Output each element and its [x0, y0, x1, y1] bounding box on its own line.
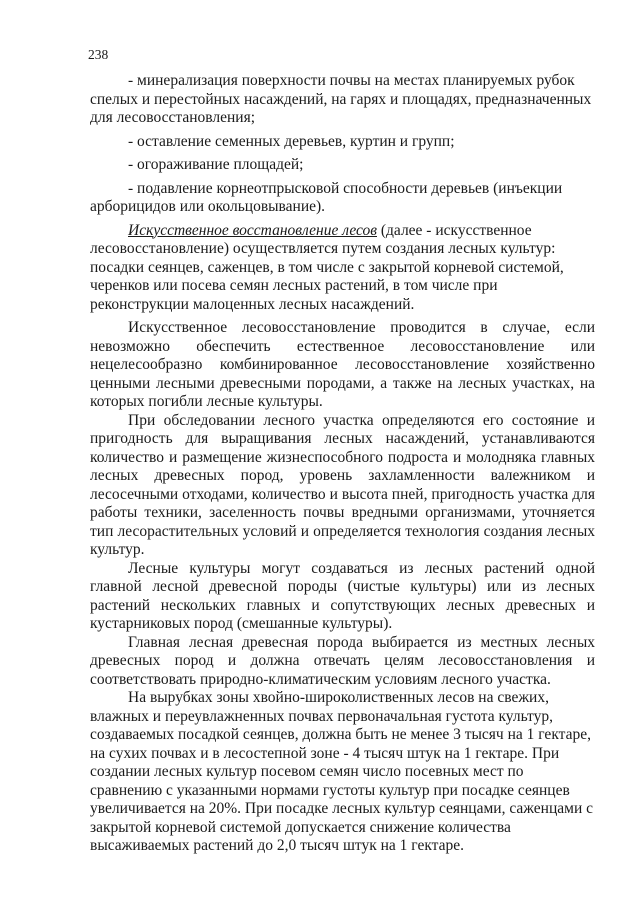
- bullet-mineralization: - минерализация поверхности почвы на местах планируемых рубок спелых и перестойных насаждений, на гарях и площадях, предназначенных для лесовосстановления;: [90, 72, 592, 126]
- term-artificial-reforestation: Искусственное восстановление лесов: [128, 221, 377, 239]
- paragraph-pure-mixed-cultures: Лесные культуры могут создаваться из лесных растений одной главной лесной древесной породы (чистые культуры) или из лесных растений нескольких главных и сопутствующих лесных древесных и кустарниковых пород (смешанные культуры).: [90, 559, 595, 632]
- paragraph-main-species: Главная лесная древесная порода выбирается из местных лесных древесных пород и должна отвечать целям лесовосстановления и соответствовать природно-климатическим условиям лесного участка.: [90, 633, 595, 688]
- definition-text: (далее - искусственное лесовосстановление) осуществляется путем создания лесных культур: посадки сеянцев, саженцев, в том числе с закрытой корневой системой, черенков или посева семян лесных растений, в том числе при реконструкции малоценных лесных насаждений.: [90, 221, 564, 313]
- document-body: [90, 72, 595, 856]
- bullet-root-suppression: - подавление корнеотпрысковой способности деревьев (инъекции арборицидов или окольцовывание).: [90, 179, 563, 215]
- paragraph-site-survey: При обследовании лесного участка определяются его состояние и пригодность для выращивания лесных насаждений, устанавливаются количество и размещение жизнеспособного подроста и молодняка главных лесных древесных пород, уровень захламленности валежником и лесосечными отходами, количество и высота пней, пригодность участка для работы техники, заселенность почвы вредными организмами, уточняется тип лесорастительных условий и определяется технология создания лесных культур.: [90, 411, 595, 558]
- paragraph-planting-density: На вырубках зоны хвойно-широколиственных лесов на свежих, влажных и переувлажненных почвах первоначальная густота культур, создаваемых посадкой сеянцев, должна быть не менее 3 тысяч на 1 гектаре, на сухих почвах и в лесостепной зоне - 4 тысяч штук на 1 гектаре. При создании лесных культур посевом семян число посевных мест по сравнению с указанными нормами густоты культур при посадке сеянцев увеличивается на 20%. При посадке лесных культур сеянцами, саженцами с закрытой корневой системой допускается снижение количества высаживаемых растений до 2,0 тысяч штук на 1 гектаре.: [90, 689, 594, 854]
- paragraph-when-artificial: Искусственное лесовосстановление проводится в случае, если невозможно обеспечить естественное лесовосстановление или нецелесообразно комбинированное лесовосстановление хозяйственно ценными лесными древесными породами, а также на лесных участках, на которых погибли лесные культуры.: [90, 319, 595, 410]
- paragraph-artificial-reforestation-definition: [90, 222, 595, 315]
- bullet-seed-trees: - оставление семенных деревьев, куртин и групп;: [128, 132, 455, 150]
- page-number: 238: [88, 47, 109, 62]
- bullet-fencing: - огораживание площадей;: [128, 156, 304, 173]
